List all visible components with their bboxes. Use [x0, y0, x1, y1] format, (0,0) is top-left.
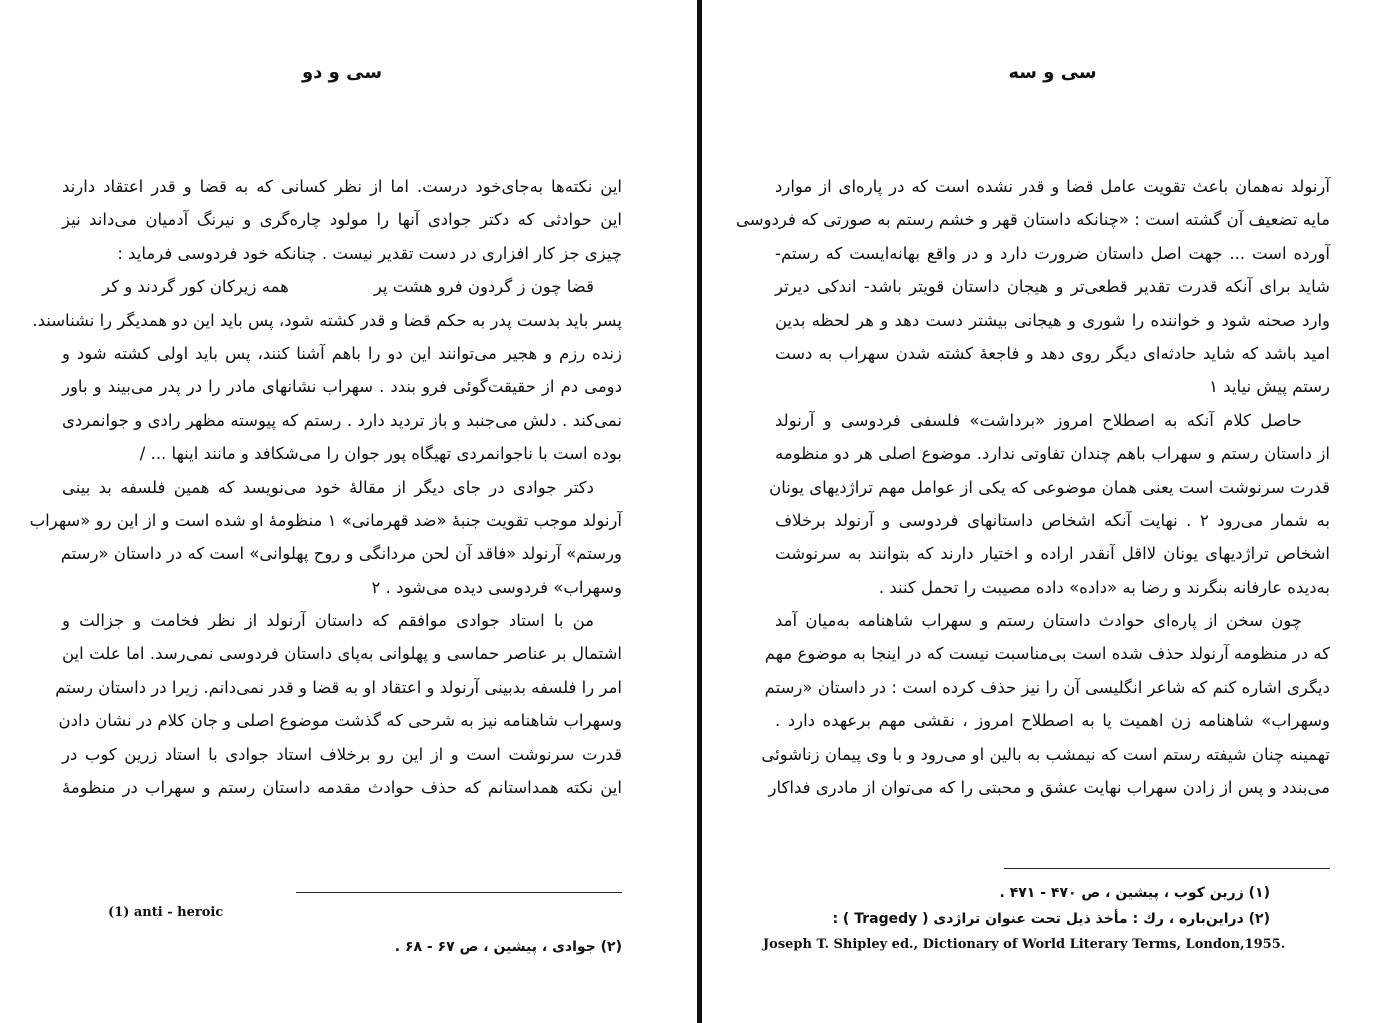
footnote-rule: [1004, 868, 1330, 869]
text-line: که در منظومه آرنولد حذف شده است بی‌مناسبت نیست که در اینجا به موضوع مهم: [764, 644, 1330, 664]
left-page: [29, 0, 622, 1023]
gutter-divider: [697, 0, 702, 1023]
text-line: بوده است با ناجوانمردی تهیگاه پور جوان را می‌شکافد و مانند اینها ... /: [139, 444, 622, 464]
text-line: حاصل کلام آنکه به اصطلاح امروز «برداشت» فلسفی فردوسی و آرنولد: [775, 410, 1302, 430]
text-line: من با استاد جوادی موافقم که داستان آرنولد از نظر فخامت و جزالت و: [62, 611, 594, 631]
text-line: این نکته‌ها به‌جای‌خود درست. اما از نظر کسانی که به قضا و قدر اعتقاد دارند: [62, 177, 622, 196]
text-line: دیگری اشاره کنم که شاعر انگلیسی آن را نیز حذف کرده است : در داستان «رستم: [764, 677, 1330, 697]
text-line: اشتمال بر عناصر حماسی و پهلوانی به‌پای داستان فردوسی نمی‌رسد. اما علت این: [62, 644, 622, 664]
text-line: دومی دم از حقیقت‌گوئی فرو بندد . سهراب نشانهای مادر را در پدر می‌بیند و باور: [62, 377, 622, 397]
page-number: سی و دو: [301, 62, 383, 83]
text-line: رستم پیش نیاید ۱: [1209, 377, 1330, 397]
text-line: پسر باید بدست پدر به حکم قضا و قدر کشته شود، پس باید این دو همدیگر را نشناسند.: [32, 310, 622, 330]
text-line: می‌بندد و پس از زادن سهراب نهایت عشق و محبتی را که می‌توان از مادری فداکار: [768, 778, 1330, 798]
text-line: آرنولد موجب تقویت جنبهٔ «ضد قهرمانی» ۱ منظومهٔ او شده است و از این رو «سهراب: [29, 510, 622, 530]
text-line: قدرت سرنوشت است یعنی همان موضوعی که یکی از عوامل مهم تراژدیهای یونان: [769, 477, 1330, 497]
text-line: آورده است ... جهت اصل داستان ضرورت دارد و در واقع بهانه‌ایست که رستم-: [775, 243, 1330, 263]
text-line: تهمینه چنان شیفته رستم است که نیمشب به بالین او می‌رود و با وی پیمان زناشوئی: [761, 744, 1330, 764]
text-line: نمی‌کند . دلش می‌جنبد و باز تردید دارد . رستم که پیوسته مظهر رادی و جوانمردی: [62, 410, 622, 430]
page-body: [29, 170, 622, 804]
text-line: دکتر جوادی در جای دیگر از مقالهٔ خود می‌نویسد که همین فلسفه بد بینی: [62, 477, 594, 497]
text-line: زنده رزم و هجیر می‌توانند این دو را باهم آشنا کنند، پس باید اولی کشته شود و: [62, 343, 622, 363]
text-line: وسهراب» شاهنامه زن اهمیت یا به اصطلاح امروز ، نقشی مهم برعهده دارد .: [775, 711, 1330, 731]
footnote-rule: [296, 892, 622, 893]
verse-hemistich: قضا چون ز گردون فرو هشت پر: [373, 277, 594, 297]
page-number: سی و سه: [1008, 62, 1097, 83]
footnote: (1) anti - heroic: [108, 905, 224, 920]
text-line: چون سخن از پاره‌ای حوادث داستان رستم و سهراب شاهنامه به‌میان آمد: [775, 611, 1302, 631]
text-line: این نکته همداستانم که حذف حوادث مقدمه داستان رستم و سهراب در منظومهٔ: [62, 778, 622, 798]
text-line: قدرت سرنوشت است و از این رو برخلاف استاد جوادی با استاد زرین کوب در: [62, 744, 622, 764]
text-line: به‌دیده عارفانه بنگرند و رضا به «داده» داده مصیبت را تحمل کنند .: [878, 577, 1330, 597]
text-line: ورستم» آرنولد «فاقد آن لحن مردانگی و روح پهلوانی» است که در داستان «رستم: [60, 544, 622, 564]
footnote: (۱) زرین کوب ، پیشین ، ص ۴۷۰ - ۴۷۱ .: [999, 885, 1270, 901]
text-line: امید باشد که شاید حادثه‌ای دیگر روی دهد و فاجعهٔ کشته شدن سهراب به دست: [775, 343, 1330, 363]
verse-hemistich: همه زیرکان کور گردند و کر: [102, 277, 289, 297]
text-line: مایه تضعیف آن گشته است : «چنانکه داستان قهر و خشم رستم به صورتی که فردوسی: [736, 210, 1330, 230]
text-line: این حوادثی که دکتر جوادی آنها را مولود چاره‌گری و نیرنگ آدمیان می‌داند نیز: [62, 210, 622, 230]
text-line: از داستان رستم و سهراب باهم چندان تفاوتی ندارد. موضوع اصلی هر دو منظومه: [775, 444, 1330, 464]
text-line: اشخاص تراژدیهای یونان لااقل آنقدر اراده و اختیار دارند که بتوانند به سرنوشت: [775, 544, 1330, 564]
page-body: [736, 170, 1330, 804]
right-page: [736, 0, 1330, 1023]
text-line: چیزی جز کار افزاری در دست تقدیر نیست . چنانکه خود فردوسی فرماید :: [117, 243, 622, 263]
footnote: (۲) دراین‌باره ، رك : مأخذ ذیل تحت عنوان تراژدی ( Tragedy ) :: [832, 911, 1270, 927]
footnotes: [763, 880, 1330, 958]
footnote: Joseph T. Shipley ed., Dictionary of World Literary Terms, London,1955.: [763, 937, 1286, 952]
text-line: وسهراب» فردوسی دیده می‌شود . ۲: [371, 577, 622, 597]
footnotes: [62, 900, 622, 960]
text-line: وسهراب شاهنامه نیز به شرحی که گذشت موضوع اصلی و جان کلام در نشان دادن: [58, 711, 622, 731]
text-line: به شمار می‌رود ۲ . نهایت آنکه اشخاص داستانهای فردوسی و آرنولد برخلاف: [775, 510, 1330, 530]
footnote: (۲) جوادی ، پیشین ، ص ۶۷ - ۶۸ .: [394, 939, 622, 955]
text-line: امر را فلسفه بدبینی آرنولد و اعتقاد او به قضا و قدر نمی‌دانم. زیرا در داستان رستم: [55, 677, 622, 697]
text-line: وارد صحنه شود و خواننده را شوری و هیجانی بیشتر دست دهد و هر لحظه بدین: [775, 310, 1330, 330]
verse-line: [62, 270, 622, 303]
text-line: شاید برای آنکه قدرت تقدیر قطعی‌تر و هیجان داستان قویتر باشد- اندکی دیرتر: [775, 277, 1330, 297]
text-line: آرنولد نه‌همان باعث تقویت عامل قضا و قدر نشده است که در پاره‌ای از موارد: [775, 177, 1330, 196]
